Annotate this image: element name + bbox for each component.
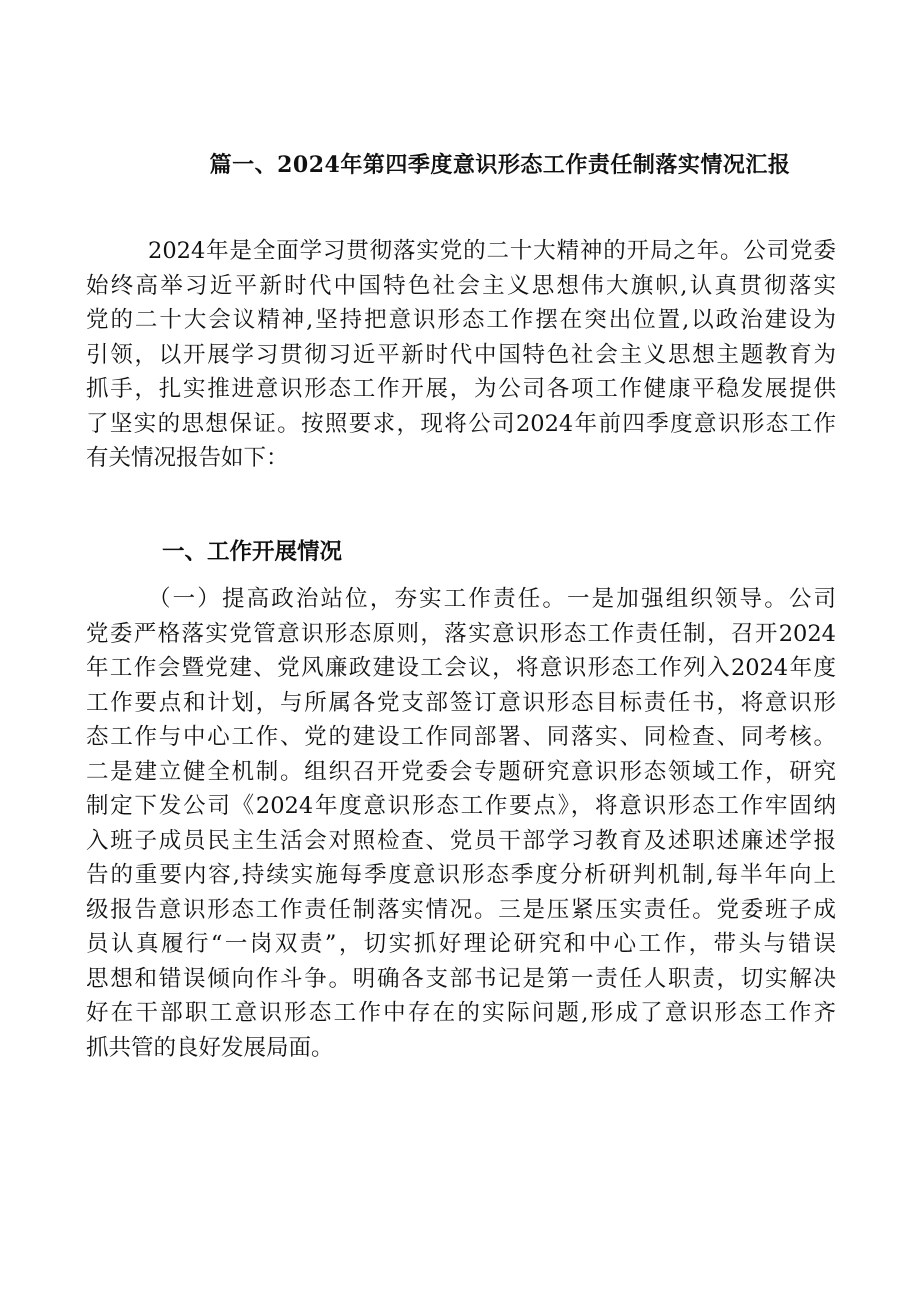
paragraph-line: 告的重要内容,持续实施每季度意识形态季度分析研判机制,每半年向上	[86, 862, 836, 888]
paragraph-line: 制定下发公司《2024年度意识形态工作要点》，将意识形态工作牢固纳	[86, 793, 836, 819]
paragraph-line: 员认真履行“一岗双责”，切实抓好理论研究和中心工作，带头与错误	[86, 931, 836, 957]
paragraph-line: 抓共管的良好发展局面。	[86, 1034, 334, 1061]
paragraph-line: 入班子成员民主生活会对照检查、党员干部学习教育及述职述廉述学报	[86, 827, 836, 854]
paragraph-line: 态工作与中心工作、党的建设工作同部署、同落实、同检查、同考核。	[86, 724, 836, 750]
paragraph-line: 始终高举习近平新时代中国特色社会主义思想伟大旗帜,认真贯彻落实	[86, 272, 836, 299]
paragraph-line: 二是建立健全机制。组织召开党委会专题研究意识形态领域工作，研究	[86, 758, 836, 785]
paragraph-section-one	[86, 582, 836, 1065]
paragraph-line: 有关情况报告如下：	[86, 445, 289, 471]
paragraph-line: 党的二十大会议精神,坚持把意识形态工作摆在突出位置,以政治建设为	[86, 307, 836, 333]
paragraph-line: 党委严格落实党管意识形态原则，落实意识形态工作责任制，召开2024	[86, 620, 836, 647]
paragraph-line: 思想和错误倾向作斗争。明确各支部书记是第一责任人职责，切实解决	[86, 965, 836, 992]
paragraph-line: （一）提高政治站位，夯实工作责任。一是加强组织领导。公司	[148, 586, 836, 612]
paragraph-line: 引领，以开展学习贯彻习近平新时代中国特色社会主义思想主题教育为	[86, 341, 836, 368]
paragraph-line: 年工作会暨党建、党风廉政建设工会议，将意识形态工作列入2024年度	[86, 655, 836, 681]
paragraph-line: 级报告意识形态工作责任制落实情况。三是压紧压实责任。党委班子成	[86, 896, 836, 923]
section-heading: 一、工作开展情况	[162, 539, 343, 565]
paragraph-line: 了坚实的思想保证。按照要求，现将公司2024年前四季度意识形态工作	[86, 410, 836, 437]
paragraph-intro	[86, 234, 836, 476]
paragraph-line: 工作要点和计划，与所属各党支部签订意识形态目标责任书，将意识形	[86, 689, 836, 716]
paragraph-line: 好在干部职工意识形态工作中存在的实际问题,形成了意识形态工作齐	[86, 1000, 836, 1026]
document-title: 篇一、2024年第四季度意识形态工作责任制落实情况汇报	[209, 152, 791, 178]
paragraph-line: 抓手，扎实推进意识形态工作开展，为公司各项工作健康平稳发展提供	[86, 376, 836, 402]
paragraph-line: 2024年是全面学习贯彻落实党的二十大精神的开局之年。公司党委	[148, 238, 836, 264]
